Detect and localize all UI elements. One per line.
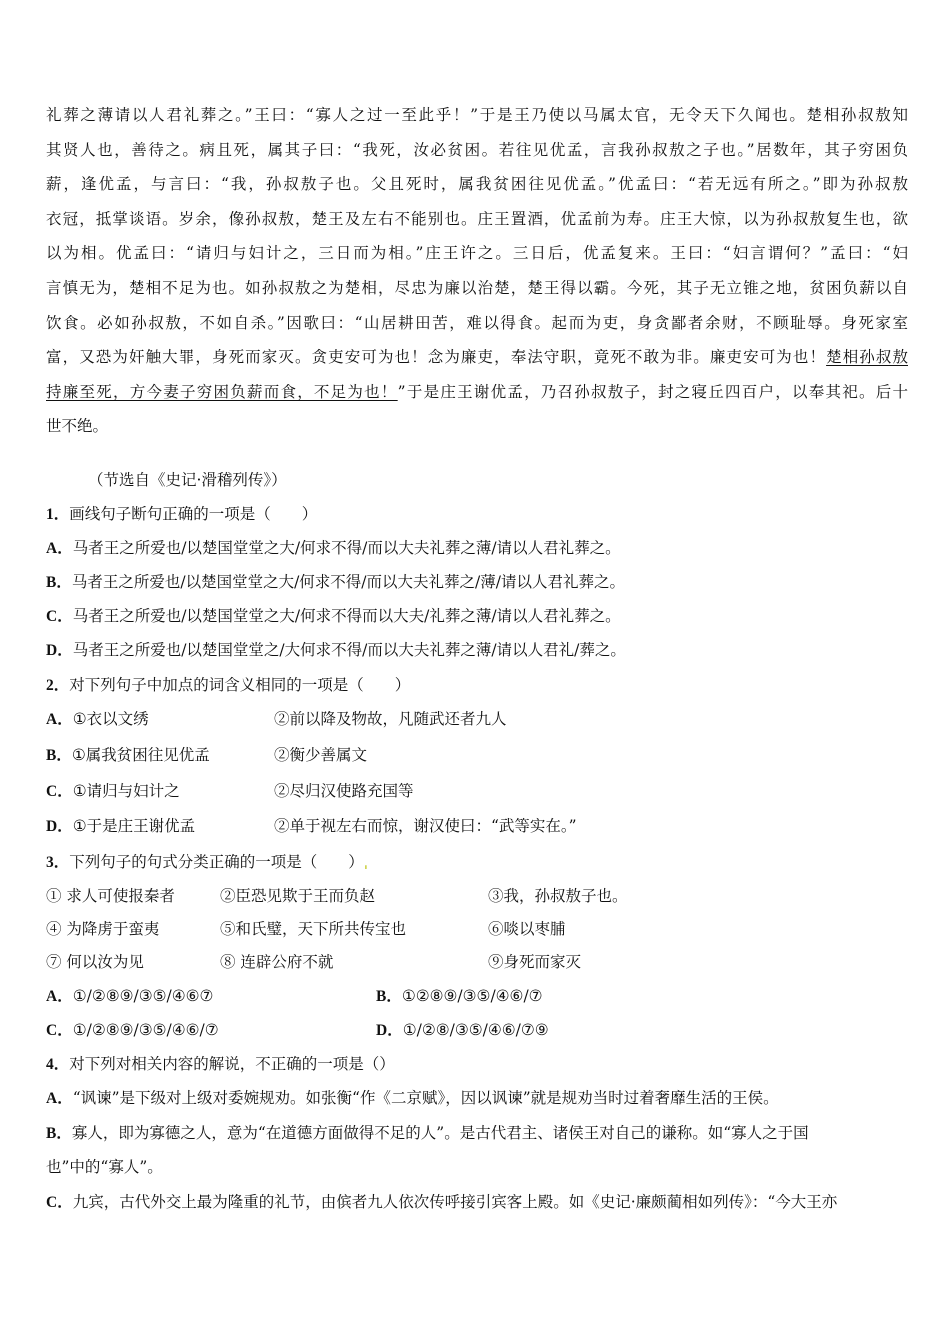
underlined-sentence-end: 持廉至死，方今妻子穷困负薪而食，不足为也！ xyxy=(46,382,398,401)
option-label: D． xyxy=(46,642,73,659)
question-2-stem xyxy=(46,673,410,698)
question-3-stem xyxy=(46,850,368,875)
option-label: D． xyxy=(46,818,73,835)
q2-option-c[interactable] xyxy=(46,779,180,804)
passage-text: 富，又恐为奸触大罪，身死而家灭。贪吏安可为也！念为廉吏，奉法守职，竟死不敢为非。廉吏安可为也！ xyxy=(46,348,827,367)
question-number: 2． xyxy=(46,677,70,694)
q4-option-a[interactable] xyxy=(46,1086,906,1111)
option-text: 马者王之所爱也/以楚国堂堂之/大何求不得/而以大夫礼葬之薄/请以人君礼/葬之。 xyxy=(72,641,626,659)
option-text: ①请归与妇计之 xyxy=(72,782,180,800)
passage-line: 以为相。优孟曰：“请归与妇计之，三日而为相。”庄王许之。三日后，优孟复来。王曰：“妇言谓何？”孟曰：“妇 xyxy=(46,244,908,263)
option-label: A． xyxy=(46,540,73,557)
q4-option-b[interactable] xyxy=(46,1121,906,1146)
option-label: A． xyxy=(46,988,73,1005)
option-label: D． xyxy=(376,1022,403,1039)
sentence-item: ④ 为降虏于蛮夷 xyxy=(46,920,160,938)
sentence-item: ⑨身死而家灭 xyxy=(488,953,582,971)
q1-option-d[interactable] xyxy=(46,638,626,663)
option-text: ①②⑧⑨/③⑤/④⑥/⑦ xyxy=(401,987,543,1005)
option-label: C． xyxy=(46,783,73,800)
q3-option-b[interactable] xyxy=(376,984,543,1009)
question-text: 对下列句子中加点的词含义相同的一项是（ ） xyxy=(69,676,411,694)
q2-option-d[interactable] xyxy=(46,814,195,839)
sentence-item: ⑤和氏璧，天下所共传宝也 xyxy=(220,920,407,938)
sentence-item: ⑥啖以枣脯 xyxy=(488,920,566,938)
q4-option-b-continued: 也”中的“寡人”。 xyxy=(46,1158,163,1176)
passage-text: ”于是庄王谢优孟，乃召孙叔敖子，封之寝丘四百户，以奉其祀。后十 xyxy=(397,382,908,401)
option-label: B． xyxy=(46,747,72,764)
option-label: A． xyxy=(46,1090,73,1107)
edit-mark-icon: ˌ xyxy=(363,853,369,871)
underlined-sentence-start: 楚相孙叔敖 xyxy=(826,348,908,367)
option-label: C． xyxy=(46,608,73,625)
option-label: B． xyxy=(46,1125,72,1142)
option-text: ①/②⑧/③⑤/④⑥/⑦⑨ xyxy=(402,1021,549,1039)
option-label: B． xyxy=(46,574,72,591)
q4-option-c[interactable] xyxy=(46,1190,906,1215)
q2-option-d-second: ②单于视左右而惊，谢汉使曰：“武等实在。” xyxy=(274,817,577,835)
question-number: 3． xyxy=(46,854,70,871)
sentence-item: ②臣恐见欺于王而负赵 xyxy=(220,887,376,905)
sentence-item: ⑦ 何以汝为见 xyxy=(46,953,144,971)
option-text: 九宾，古代外交上最为隆重的礼节，由傧者九人依次传呼接引宾客上殿。如《史记·廉颇蔺相如列传》：“今大王亦 xyxy=(72,1193,838,1211)
option-text: 寡人，即为寡德之人，意为“在道德方面做得不足的人”。是古代君主、诸侯王对自己的谦称。如“寡人之于国 xyxy=(71,1124,809,1142)
q2-option-c-second: ②尽归汉使路充国等 xyxy=(274,782,414,800)
passage-line: 衣冠，抵掌谈语。岁余，像孙叔敖，楚王及左右不能别也。庄王置酒，优孟前为寿。庄王大惊，以为孙叔敖复生也，欲 xyxy=(46,209,908,228)
option-text: 马者王之所爱也/以楚国堂堂之大/何求不得/而以大夫礼葬之薄/请以人君礼葬之。 xyxy=(72,539,621,557)
option-label: A． xyxy=(46,711,73,728)
option-text: “讽谏”是下级对上级对委婉规劝。如张衡“作《二京赋》，因以讽谏”就是规劝当时过着奢靡生活的王侯。 xyxy=(72,1089,779,1107)
sentence-item: ⑧ 连辟公府不就 xyxy=(220,953,334,971)
option-label: C． xyxy=(46,1194,73,1211)
passage-line: 世不绝。 xyxy=(46,417,109,436)
q3-option-d[interactable] xyxy=(376,1018,549,1043)
option-text: ①属我贫困往见优孟 xyxy=(71,746,210,764)
option-text: ①/②⑧⑨/③⑤/④⑥⑦ xyxy=(72,987,214,1005)
passage-source: （节选自《史记·滑稽列传》） xyxy=(88,471,287,489)
passage-line: 饮食。必如孙叔敖，不如自杀。”因歌曰：“山居耕田苦，难以得食。起而为吏，身贪鄙者余财，不顾耻辱。身死家室 xyxy=(46,313,908,332)
question-1-stem xyxy=(46,502,317,527)
option-text: ①于是庄王谢优孟 xyxy=(72,817,196,835)
q2-option-a-second: ②前以降及物故，凡随武还者九人 xyxy=(274,710,507,728)
passage-line: 礼葬之薄请以人君礼葬之。”王曰：“寡人之过一至此乎！”于是王乃使以马属太官，无令天下久闻也。楚相孙叔敖知 xyxy=(46,106,908,124)
question-text: 下列句子的句式分类正确的一项是（ ） xyxy=(69,853,364,871)
option-label: C． xyxy=(46,1022,73,1039)
option-text: 马者王之所爱也/以楚国堂堂之大/何求不得/而以大夫礼葬之/薄/请以人君礼葬之。 xyxy=(71,573,625,591)
sentence-item: ③我，孙叔敖子也。 xyxy=(488,887,628,905)
q2-option-a[interactable] xyxy=(46,707,149,732)
passage-line xyxy=(46,340,908,375)
question-number: 4． xyxy=(46,1056,70,1073)
option-text: ①/②⑧⑨/③⑤/④⑥/⑦ xyxy=(72,1021,219,1039)
q2-option-b[interactable] xyxy=(46,743,210,768)
question-number: 1． xyxy=(46,506,70,523)
q3-option-a[interactable] xyxy=(46,984,213,1009)
question-text: 对下列对相关内容的解说，不正确的一项是（） xyxy=(69,1055,395,1073)
sentence-item: ① 求人可使报秦者 xyxy=(46,887,175,905)
option-label: B． xyxy=(376,988,402,1005)
q2-option-b-second: ②衡少善属文 xyxy=(274,746,368,764)
option-text: 马者王之所爱也/以楚国堂堂之大/何求不得而以大夫/礼葬之薄/请以人君礼葬之。 xyxy=(72,607,621,625)
passage xyxy=(46,98,908,444)
passage-line: 言慎无为，楚相不足为也。如孙叔敖之为楚相，尽忠为廉以治楚，楚王得以霸。今死，其子无立锥之地，贫困负薪以自 xyxy=(46,278,908,297)
passage-line: 薪，逢优孟，与言曰：“我，孙叔敖子也。父且死时，属我贫困往见优孟。”优孟曰：“若无远有所之。”即为孙叔敖 xyxy=(46,175,908,194)
option-text: ①衣以文绣 xyxy=(72,710,149,728)
passage-line xyxy=(46,375,908,410)
passage-line: 其贤人也，善待之。病且死，属其子曰：“我死，汝必贫困。若往见优孟，言我孙叔敖之子也。”居数年，其子穷困负 xyxy=(46,140,908,159)
q1-option-b[interactable] xyxy=(46,570,625,595)
question-4-stem xyxy=(46,1052,395,1077)
q3-option-c[interactable] xyxy=(46,1018,219,1043)
question-text: 画线句子断句正确的一项是（ ） xyxy=(69,505,318,523)
q1-option-a[interactable] xyxy=(46,536,621,561)
q1-option-c[interactable] xyxy=(46,604,621,629)
